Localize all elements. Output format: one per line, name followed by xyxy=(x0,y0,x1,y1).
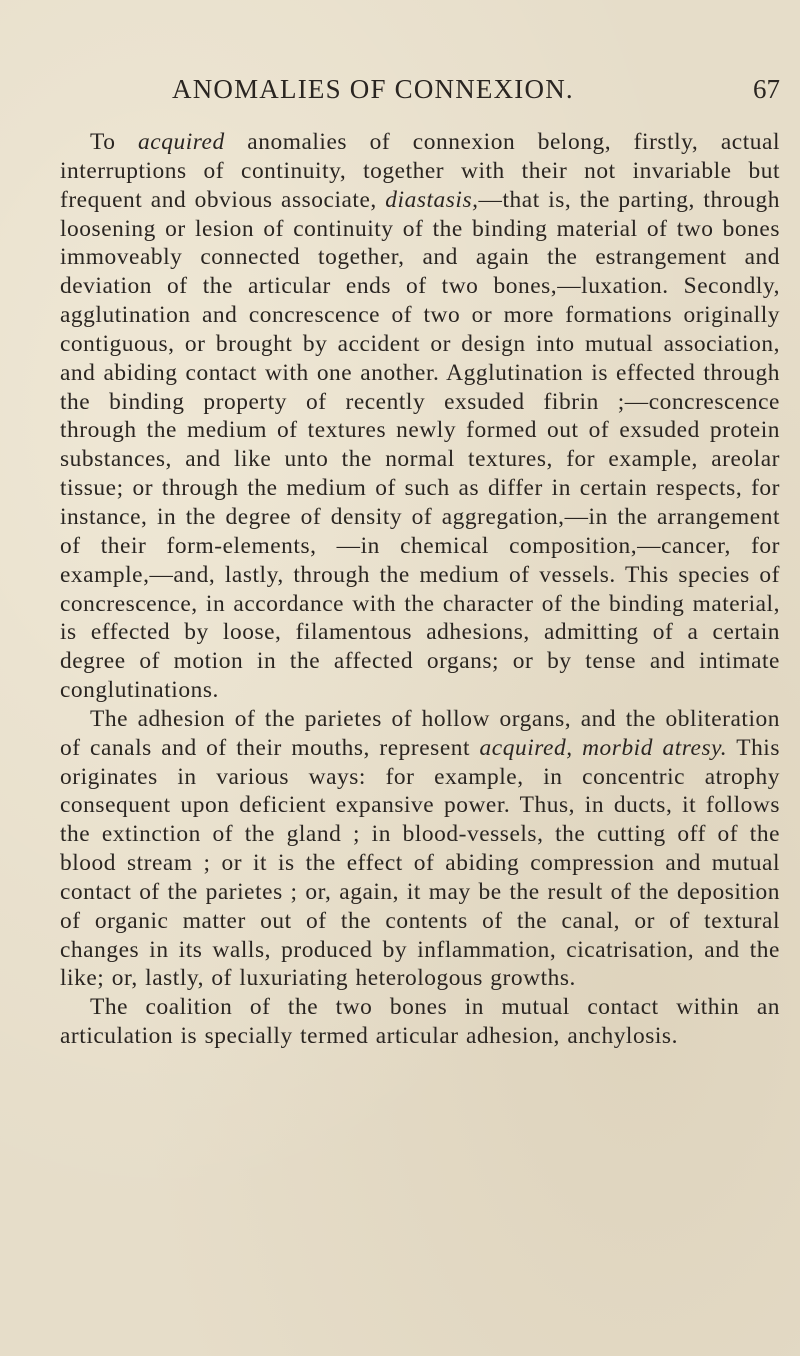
italic-term: acquired, morbid atresy. xyxy=(479,734,728,761)
body-text xyxy=(60,128,780,1051)
running-title: ANOMALIES OF CONNEXION. xyxy=(172,74,574,104)
paragraph-1 xyxy=(60,128,780,705)
paragraph-2 xyxy=(60,705,780,993)
text-run: To xyxy=(90,129,139,155)
text-run: The adhesion of the parietes of hollow organs, and the obliteration of canals and of their mouths, represent xyxy=(60,705,780,761)
page-number: 67 xyxy=(753,74,780,104)
italic-term: acquired xyxy=(138,129,225,155)
text-run: This originates in various ways: for example, in concentric atrophy consequent upon deficient expansive power. Thus, in ducts, it follows the extinction of the gland ; in blood-vessels, the cutting off of the blood stream ; or it is the effect of abiding compression and mutual contact of the parietes ; or, again, it may be the result of the deposition of organic matter out of the contents of the canal, or of textural changes in its walls, produced by inflammation, cicatrisation, and the like; or, lastly, of luxuriating heterologous growths. xyxy=(60,734,781,992)
paragraph-3 xyxy=(60,993,780,1051)
text-run: —that is, the parting, through loosening or lesion of continuity of the binding material of two bones immoveably connected together, and again the estrangement and deviation of the articular ends of two bones,—luxation. Secondly, agglutination and concrescence of two or more formations originally contiguous, or brought by accident or design into mutual association, and abiding contact with one another. Agglutination is effected through the binding property of recently exsuded fibrin ;—concrescence through the medium of textures newly formed out of exsuded protein substances, and like unto the normal textures, for example, areolar tissue; or through the medium of such as differ in certain respects, for instance, in the degree of density of aggregation,—in the arrangement of their form-elements, —in chemical composition,—cancer, for example,—and, lastly, through the medium of vessels. This species of concrescence, in accordance with the character of the binding material, is effected by loose, filamentous adhesions, admitting of a certain degree of motion in the affected organs; or by tense and intimate conglutinations. xyxy=(60,186,781,704)
text-run: anomalies of connexion belong, firstly, actual interruptions of continuity, together with their not invariable but frequent and obvious associate, xyxy=(60,129,780,213)
italic-term: diastasis, xyxy=(385,186,479,213)
text-run: The coalition of the two bones in mutual contact within an articulation is specially termed articular adhesion, anchylosis. xyxy=(60,994,780,1050)
running-head xyxy=(60,74,780,114)
